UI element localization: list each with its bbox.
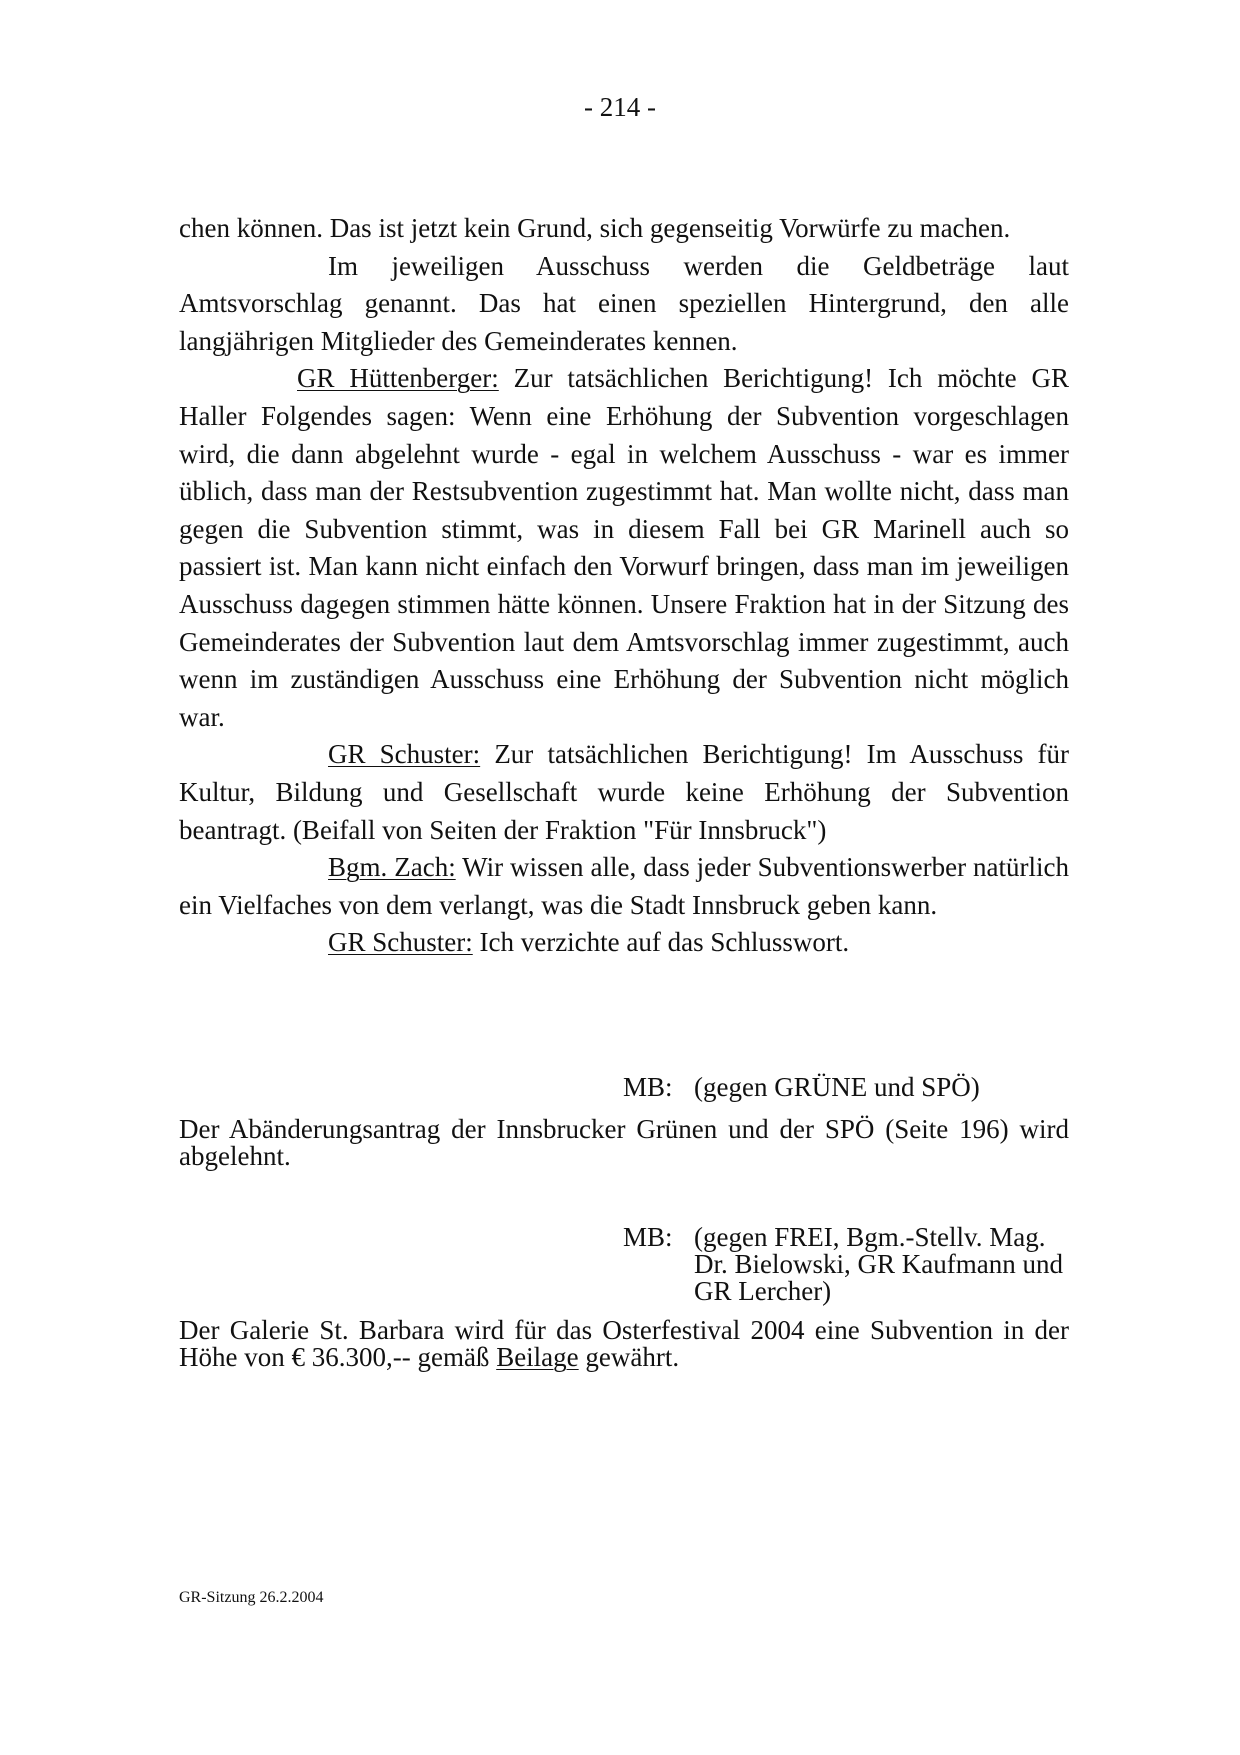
- paragraph-committee-amounts: [179, 248, 1069, 361]
- speaker-name: Bgm. Zach:: [328, 852, 456, 883]
- statement-huettenberger: [179, 360, 1069, 736]
- attachment-reference: Beilage: [496, 1342, 579, 1372]
- vote-label: MB:: [623, 1222, 673, 1252]
- paragraph-text: chen können. Das ist jetzt kein Grund, sich gegenseitig Vorwürfe zu machen.: [179, 213, 1011, 243]
- resolution-text-end: gewährt.: [578, 1342, 680, 1372]
- resolution-text: Der Galerie St. Barbara wird für das Osterfestival 2004 eine Subvention in der Höhe von € 36.300,-- gemäß: [179, 1315, 1069, 1372]
- statement-schuster-closing: [179, 924, 1069, 962]
- resolution-1: Der Abänderungsantrag der Innsbrucker Grünen und der SPÖ (Seite 196) wird abgelehnt.: [179, 1114, 1069, 1171]
- vote-detail: (gegen FREI, Bgm.-Stellv. Mag. Dr. Bielowski, GR Kaufmann und GR Lercher): [694, 1222, 1063, 1306]
- statement-text: Zur tatsächlichen Berichtigung! Ich möchte GR Haller Folgendes sagen: Wenn eine Erhöhung der Subvention vorgeschlagen wird, die dann abgelehnt wurde - egal in welchem Ausschuss - war es immer üblich, dass man der Restsubvention zugestimmt hat. Man wollte nicht, dass man gegen die Subvention stimmt, was in diesem Fall bei GR Marinell auch so passiert ist. Man kann nicht einfach den Vorwurf bringen, dass man im jeweiligen Ausschuss dagegen stimmen hätte können. Unsere Fraktion hat in der Sitzung des Gemeinderates der Subvention laut dem Amtsvorschlag immer zugestimmt, auch wenn im zuständigen Ausschuss eine Erhöhung der Subvention nicht möglich war.: [179, 363, 1069, 732]
- minutes-body: [179, 210, 1069, 962]
- speaker-name: GR Hüttenberger:: [297, 363, 499, 394]
- speaker-name: GR Schuster:: [328, 927, 473, 958]
- vote-label: MB:: [623, 1072, 673, 1102]
- statement-text: Ich verzichte auf das Schlusswort.: [472, 927, 850, 958]
- page-number: - 214 -: [584, 92, 656, 122]
- paragraph-continuation: [179, 210, 1069, 248]
- statement-text: Wir wissen alle, dass jeder Subventionswerber natürlich ein Vielfaches von dem verlangt, was die Stadt Innsbruck geben kann.: [179, 852, 1069, 920]
- resolution-2: [179, 1317, 1069, 1371]
- footer-session-date: GR-Sitzung 26.2.2004: [179, 1589, 324, 1606]
- statement-schuster: [179, 736, 1069, 849]
- vote-detail: (gegen GRÜNE und SPÖ): [694, 1072, 980, 1102]
- vote-result-2: [623, 1224, 1069, 1305]
- statement-text: Zur tatsächlichen Berichtigung! Im Ausschuss für Kultur, Bildung und Gesellschaft wurde keine Erhöhung der Subvention beantragt. (Beifall von Seiten der Fraktion "Für Innsbruck"): [179, 739, 1069, 845]
- speaker-name: GR Schuster:: [328, 739, 481, 770]
- paragraph-text: Im jeweiligen Ausschuss werden die Geldbeträge laut Amtsvorschlag genannt. Das hat einen speziellen Hintergrund, den alle langjährigen Mitglieder des Gemeinderates kennen.: [179, 250, 1069, 356]
- vote-result-1: [623, 1074, 1074, 1101]
- statement-zach: [179, 849, 1069, 924]
